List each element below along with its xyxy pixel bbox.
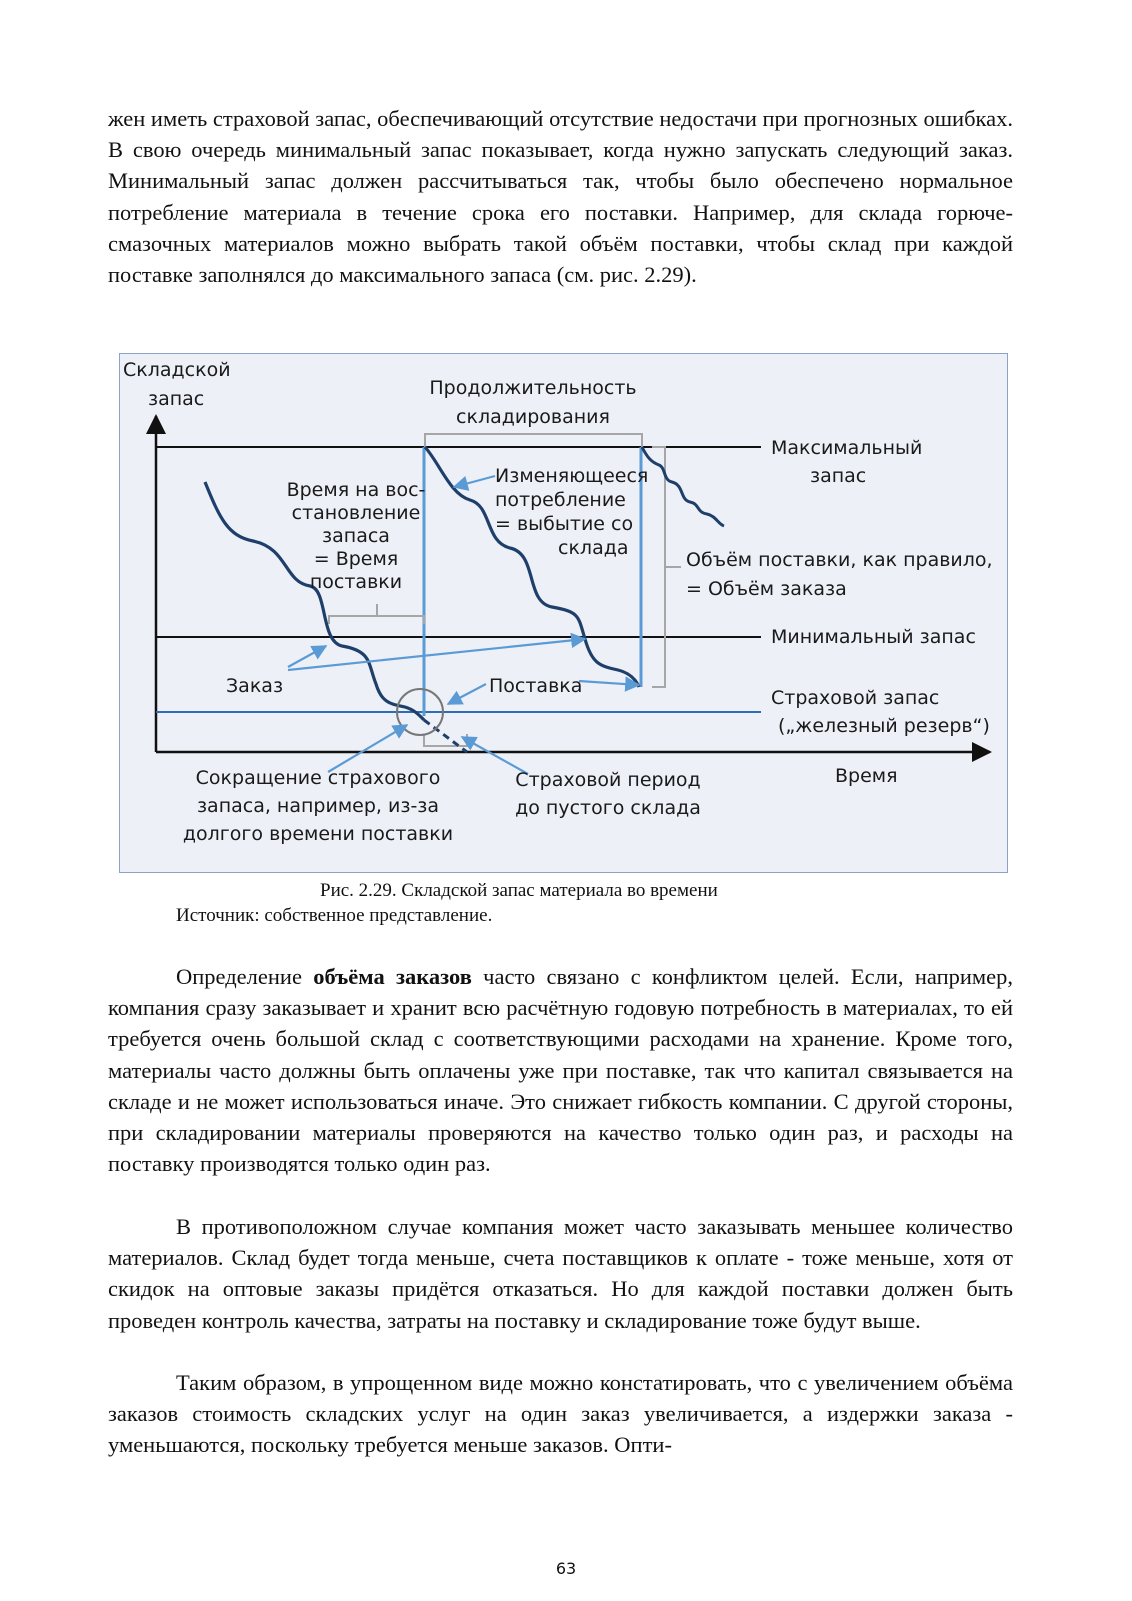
paragraph-small-orders: В противоположном случае компания может часто заказывать меньшее количество материалов. Склад будет тогда меньше, счета поставщиков к оплате - тоже меньше, хотя от скидок на оптовые заказы придётся отказаться. Но для каждой поставки должен быть проведен контроль качества, затраты на поставку и складирование тоже будут выше.	[108, 1214, 1013, 1333]
page-number: 63	[555, 1559, 577, 1578]
safety-stock-label-2: („железный резерв“)	[778, 715, 990, 737]
max-stock-label-1: Максимальный	[771, 437, 923, 459]
stock-diagram	[120, 354, 1009, 874]
paragraph-conclusion: Таким образом, в упрощенном виде можно констатировать, что с увеличением объёма заказов стоимость складских услуг на один заказ увеличивается, а издержки заказа - уменьшаются, поскольку требуется меньше заказов. Опти-	[108, 1370, 1013, 1458]
figure-caption: Рис. 2.29. Складской запас материала во времени	[320, 880, 718, 901]
max-stock-label-2: запас	[810, 465, 867, 487]
delivery-volume-label-1: Объём поставки, как правило,	[686, 549, 993, 571]
consumption-label-4: склада	[558, 537, 629, 559]
safety-stock-label-1: Страховой запас	[771, 687, 940, 709]
arrow-order-1	[288, 646, 326, 667]
term-order-volume: объёма заказов	[313, 964, 472, 989]
y-axis-label-1: Складской	[123, 359, 231, 381]
order-label: Заказ	[226, 675, 284, 697]
consumption-label-2: потребление	[495, 489, 626, 511]
storage-duration-bracket	[425, 434, 642, 447]
restock-time-label-1: Время на вос-	[286, 479, 426, 501]
delivery-volume-label-2: = Объём заказа	[686, 578, 847, 600]
storage-duration-label-1: Продолжительность	[429, 377, 637, 399]
consumption-label-3: = выбытие со	[495, 513, 634, 535]
restock-time-label-4: = Время	[313, 548, 399, 570]
y-axis-label-2: запас	[148, 388, 205, 410]
storage-duration-label-2: складирования	[456, 406, 610, 428]
arrow-consumption	[454, 476, 495, 487]
stock-curve-1-dashed	[424, 720, 467, 752]
restock-time-label-2: становление	[291, 502, 421, 524]
restock-time-bracket	[329, 604, 424, 624]
figure-source: Источник: собственное представление.	[176, 905, 493, 926]
arrow-reduction	[328, 725, 407, 772]
consumption-label-1: Изменяющееся	[495, 465, 649, 487]
x-axis-label: Время	[835, 765, 898, 787]
reduction-label-1: Сокращение страхового	[195, 767, 441, 789]
delivery-label: Поставка	[489, 675, 583, 697]
paragraph-order-volume	[108, 961, 1013, 1179]
paragraph-intro: жен иметь страховой запас, обеспечивающий отсутствие недостачи при прогнозных ошибках. В свою очередь минимальный запас показывает, когда нужно запускать следующий заказ. Минимальный запас должен рассчитываться так, чтобы было обеспечено нормальное потребление материала в течение срока его поставки. Например, для склада горюче-смазочных материалов можно выбрать такой объём поставки, чтобы склад при каждой поставке заполнялся до максимального запаса (см. рис. 2.29).	[108, 106, 1013, 288]
safety-period-label-2: до пустого склада	[515, 797, 701, 819]
stock-curve-3	[642, 447, 724, 526]
arrow-delivery-2	[579, 681, 639, 685]
arrow-order-2	[288, 639, 585, 670]
figure-stock-over-time	[119, 353, 1008, 873]
paragraph-order-volume-start: Определение	[176, 964, 314, 989]
min-stock-label: Минимальный запас	[771, 626, 976, 648]
arrow-delivery-1	[448, 684, 486, 704]
paragraph-order-volume-rest: часто связано с конфликтом целей. Если, например, компания сразу заказывает и хранит всю расчётную годовую потребность в материалах, то ей требуется очень большой склад с соответствующими расходами на хранение. Кроме того, материалы часто должны быть оплачены уже при поставке, так что капитал связывается на складе и не может использоваться иначе. Это снижает гибкость компании. С другой стороны, при складировании материалы проверяются на качество только один раз, и расходы на поставку производятся только один раз.	[108, 964, 1013, 1177]
restock-time-label-5: поставки	[309, 571, 403, 593]
reduction-label-2: запаса, например, из-за	[196, 795, 440, 817]
safety-period-label-1: Страховой период	[515, 769, 701, 791]
restock-time-label-3: запаса	[322, 525, 390, 547]
reduction-label-3: долгого времени поставки	[182, 823, 454, 845]
